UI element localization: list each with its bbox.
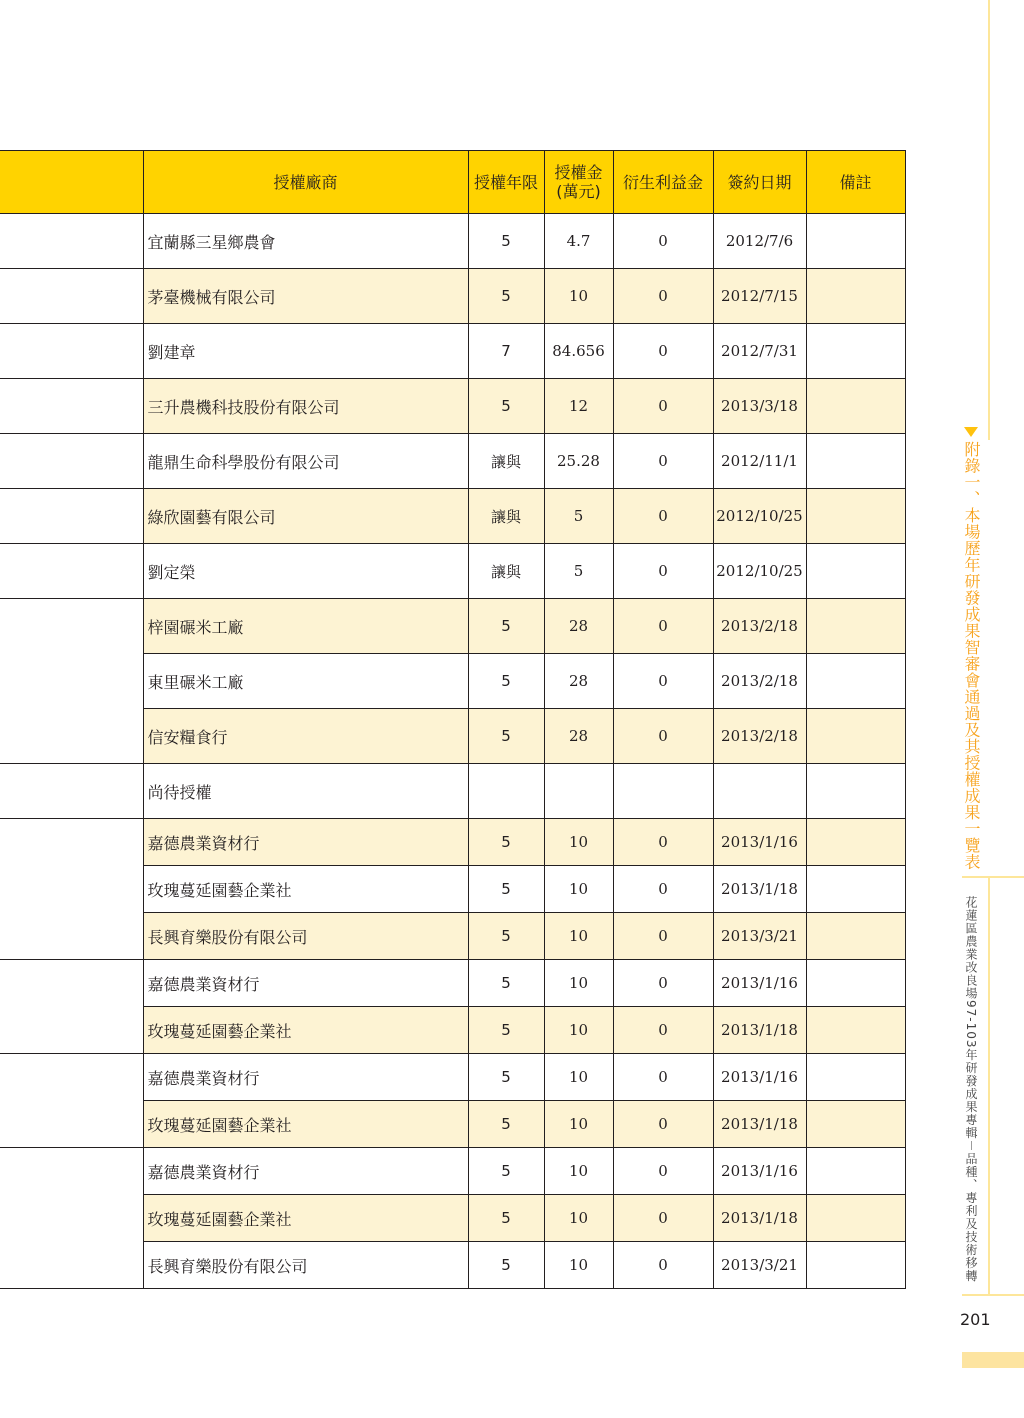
term-cell: 5: [468, 1242, 544, 1289]
fee-cell: 10: [544, 269, 613, 324]
fee-cell: 84.656: [544, 324, 613, 379]
derived-cell: 0: [613, 379, 713, 434]
remark-cell: [806, 489, 905, 544]
table-row: [0, 379, 905, 434]
table-row: [0, 1148, 905, 1195]
category-header: [0, 151, 143, 214]
term-cell: 讓與: [468, 489, 544, 544]
fee-cell: 10: [544, 913, 613, 960]
vendor-cell: 信安糧食行: [143, 709, 468, 764]
remark-cell: [806, 1101, 905, 1148]
table-row: [0, 819, 905, 866]
term-cell: 5: [468, 913, 544, 960]
fee-cell: 10: [544, 1101, 613, 1148]
table-row: [0, 269, 905, 324]
remark-cell: [806, 324, 905, 379]
derived-cell: 0: [613, 1148, 713, 1195]
term-cell: 5: [468, 1148, 544, 1195]
term-cell: 7: [468, 324, 544, 379]
term-cell: 5: [468, 960, 544, 1007]
fee-cell: 10: [544, 819, 613, 866]
term-cell: 5: [468, 1101, 544, 1148]
margin-rule-horizontal-bottom: [962, 1294, 1024, 1296]
date-cell: 2013/1/16: [713, 819, 806, 866]
date-cell: 2012/10/25: [713, 489, 806, 544]
category-cell: [0, 819, 143, 960]
category-cell: [0, 1148, 143, 1289]
derived-cell: 0: [613, 709, 713, 764]
term-cell: 讓與: [468, 544, 544, 599]
date-cell: 2013/3/18: [713, 379, 806, 434]
table-row: [0, 214, 905, 269]
date-cell: 2012/7/15: [713, 269, 806, 324]
derived-cell: 0: [613, 214, 713, 269]
term-cell: 5: [468, 599, 544, 654]
remark-header: 備註: [806, 151, 905, 214]
vendor-cell: 三升農機科技股份有限公司: [143, 379, 468, 434]
margin-rule-horizontal: [962, 876, 1024, 878]
date-cell: 2012/11/1: [713, 434, 806, 489]
page-number: 201: [960, 1310, 991, 1329]
fee-header: [544, 151, 613, 214]
category-cell: [0, 379, 143, 434]
remark-cell: [806, 434, 905, 489]
table-row: [0, 489, 905, 544]
table-header-row: [0, 151, 905, 214]
category-cell: [0, 214, 143, 269]
fee-cell: 10: [544, 1195, 613, 1242]
triangle-down-icon: [964, 427, 978, 437]
term-cell: 5: [468, 379, 544, 434]
remark-cell: [806, 654, 905, 709]
derived-cell: 0: [613, 960, 713, 1007]
table-row: [0, 960, 905, 1007]
category-cell: [0, 324, 143, 379]
fee-cell: 28: [544, 709, 613, 764]
term-cell: 5: [468, 214, 544, 269]
remark-cell: [806, 544, 905, 599]
derived-cell: 0: [613, 654, 713, 709]
term-header: 授權年限: [468, 151, 544, 214]
term-cell: [468, 764, 544, 819]
table-row: [0, 544, 905, 599]
vendor-cell: 劉定榮: [143, 544, 468, 599]
derived-cell: 0: [613, 1007, 713, 1054]
vendor-cell: 綠欣園藝有限公司: [143, 489, 468, 544]
table-body: [0, 214, 905, 1289]
remark-cell: [806, 866, 905, 913]
fee-cell: 12: [544, 379, 613, 434]
remark-cell: [806, 1242, 905, 1289]
table-row: [0, 324, 905, 379]
term-cell: 5: [468, 1007, 544, 1054]
fee-cell: 25.28: [544, 434, 613, 489]
fee-cell: [544, 764, 613, 819]
remark-cell: [806, 819, 905, 866]
term-cell: 5: [468, 709, 544, 764]
term-cell: 5: [468, 866, 544, 913]
derived-cell: 0: [613, 599, 713, 654]
vendor-cell: 茅臺機械有限公司: [143, 269, 468, 324]
derived-cell: 0: [613, 913, 713, 960]
vendor-cell: 嘉德農業資材行: [143, 1054, 468, 1101]
vendor-cell: 嘉德農業資材行: [143, 819, 468, 866]
date-cell: 2012/7/31: [713, 324, 806, 379]
category-cell: [0, 544, 143, 599]
term-cell: 讓與: [468, 434, 544, 489]
date-cell: 2012/10/25: [713, 544, 806, 599]
date-cell: 2013/1/18: [713, 1195, 806, 1242]
vendor-cell: 玫瑰蔓延園藝企業社: [143, 1195, 468, 1242]
date-cell: 2013/2/18: [713, 654, 806, 709]
derived-cell: 0: [613, 866, 713, 913]
vendor-cell: 玫瑰蔓延園藝企業社: [143, 1007, 468, 1054]
remark-cell: [806, 379, 905, 434]
date-cell: 2013/1/16: [713, 1148, 806, 1195]
fee-cell: 4.7: [544, 214, 613, 269]
fee-cell: 10: [544, 866, 613, 913]
date-header: 簽約日期: [713, 151, 806, 214]
book-title: 花蓮區農業改良場97-103年研發成果專輯－品種、專利及技術移轉: [964, 896, 978, 1283]
section-title: 附錄一、本場歷年研發成果智審會通過及其授權成果一覽表: [962, 441, 981, 870]
category-cell: [0, 489, 143, 544]
fee-cell: 10: [544, 1148, 613, 1195]
remark-cell: [806, 913, 905, 960]
margin-color-bar: [962, 1352, 1024, 1368]
derived-cell: 0: [613, 819, 713, 866]
remark-cell: [806, 1054, 905, 1101]
remark-cell: [806, 1148, 905, 1195]
remark-cell: [806, 599, 905, 654]
category-cell: [0, 960, 143, 1054]
derived-cell: 0: [613, 544, 713, 599]
date-cell: [713, 764, 806, 819]
date-cell: 2013/1/16: [713, 960, 806, 1007]
derived-cell: 0: [613, 489, 713, 544]
table-row: [0, 764, 905, 819]
vendor-cell: 長興育樂股份有限公司: [143, 1242, 468, 1289]
derived-cell: 0: [613, 269, 713, 324]
date-cell: 2013/1/18: [713, 1007, 806, 1054]
remark-cell: [806, 960, 905, 1007]
vendor-cell: 尚待授權: [143, 764, 468, 819]
vendor-cell: 劉建章: [143, 324, 468, 379]
date-cell: 2013/1/18: [713, 1101, 806, 1148]
remark-cell: [806, 1195, 905, 1242]
derived-cell: 0: [613, 1242, 713, 1289]
date-cell: 2012/7/6: [713, 214, 806, 269]
fee-cell: 10: [544, 1054, 613, 1101]
date-cell: 2013/2/18: [713, 599, 806, 654]
table-row: [0, 434, 905, 489]
fee-header-line1: 授權金: [554, 163, 603, 182]
category-cell: [0, 1054, 143, 1148]
fee-header-line2: (萬元): [556, 182, 601, 201]
table-row: [0, 599, 905, 654]
derived-cell: 0: [613, 434, 713, 489]
term-cell: 5: [468, 1195, 544, 1242]
derived-header: 衍生利益金: [613, 151, 713, 214]
vendor-cell: 嘉德農業資材行: [143, 960, 468, 1007]
term-cell: 5: [468, 269, 544, 324]
derived-cell: 0: [613, 1195, 713, 1242]
term-cell: 5: [468, 1054, 544, 1101]
vendor-cell: 東里碾米工廠: [143, 654, 468, 709]
category-cell: [0, 434, 143, 489]
date-cell: 2013/3/21: [713, 913, 806, 960]
fee-cell: 10: [544, 1242, 613, 1289]
margin-rule-vertical-lower: [988, 876, 990, 1294]
date-cell: 2013/1/16: [713, 1054, 806, 1101]
derived-cell: [613, 764, 713, 819]
vendor-cell: 玫瑰蔓延園藝企業社: [143, 866, 468, 913]
vendor-cell: 長興育樂股份有限公司: [143, 913, 468, 960]
vendor-cell: 嘉德農業資材行: [143, 1148, 468, 1195]
date-cell: 2013/3/21: [713, 1242, 806, 1289]
vendor-cell: 梓園碾米工廠: [143, 599, 468, 654]
table-row: [0, 1054, 905, 1101]
margin-rule-vertical: [988, 0, 990, 440]
fee-cell: 5: [544, 489, 613, 544]
remark-cell: [806, 214, 905, 269]
fee-cell: 10: [544, 960, 613, 1007]
category-cell: [0, 269, 143, 324]
vendor-cell: 龍鼎生命科學股份有限公司: [143, 434, 468, 489]
derived-cell: 0: [613, 1054, 713, 1101]
date-cell: 2013/1/18: [713, 866, 806, 913]
remark-cell: [806, 269, 905, 324]
vendor-cell: 玫瑰蔓延園藝企業社: [143, 1101, 468, 1148]
license-table: [0, 150, 906, 1289]
fee-cell: 5: [544, 544, 613, 599]
vendor-header: 授權廠商: [143, 151, 468, 214]
term-cell: 5: [468, 819, 544, 866]
fee-cell: 10: [544, 1007, 613, 1054]
remark-cell: [806, 709, 905, 764]
category-cell: [0, 599, 143, 764]
term-cell: 5: [468, 654, 544, 709]
derived-cell: 0: [613, 1101, 713, 1148]
vendor-cell: 宜蘭縣三星鄉農會: [143, 214, 468, 269]
date-cell: 2013/2/18: [713, 709, 806, 764]
remark-cell: [806, 1007, 905, 1054]
derived-cell: 0: [613, 324, 713, 379]
fee-cell: 28: [544, 654, 613, 709]
category-cell: [0, 764, 143, 819]
fee-cell: 28: [544, 599, 613, 654]
remark-cell: [806, 764, 905, 819]
